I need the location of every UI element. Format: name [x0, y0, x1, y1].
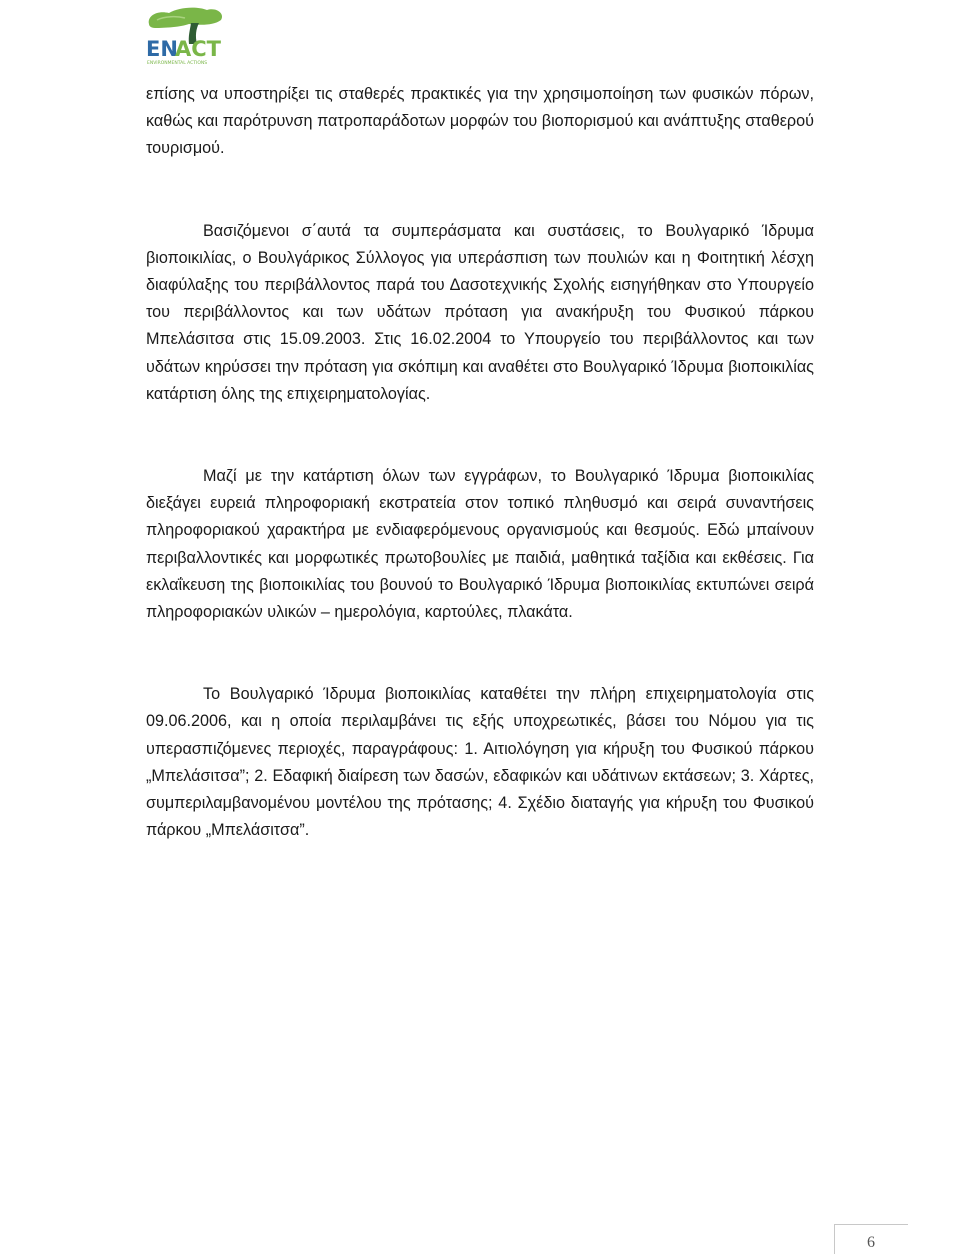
svg-text:ACT: ACT — [175, 37, 221, 61]
page-number: 6 — [867, 1234, 875, 1251]
document-body — [146, 81, 814, 844]
svg-text:ENVIRONMENTAL ACTIONS: ENVIRONMENTAL ACTIONS — [147, 61, 208, 66]
paragraph-3: Μαζί με την κατάρτιση όλων των εγγράφων, το Βουλγαρικό Ίδρυμα βιοποικιλίας διεξάγει ευρειά πληροφοριακή εκστρατεία στον τοπικό πληθυσμό και σειρά συναντήσεις πληροφοριακού χαρακτήρα με ενδιαφερόμενους οργανισμούς και θεσμούς. Εδώ μπαίνουν περιβαλλοντικές και μορφωτικές πρωτοβουλίες με παιδιά, μαθητικά ταξίδια και εκθέσεις. Για εκλαΐκευση της βιοποικιλίας του βουνού το Βουλγαρικό Ίδρυμα βιοποικιλίας εκτυπώνει σειρά πληροφοριακών υλικών – ημερολόγια, καρτούλες, πλακάτα. — [146, 467, 814, 622]
paragraph-4: Το Βουλγαρικό Ίδρυμα βιοποικιλίας καταθέτει την πλήρη επιχειρηματολογία στις 09.06.2006, και η οποία περιλαμβάνει τις εξής υποχρεωτικές, βάσει του Νόμου για τις υπερασπιζόμενες περιοχές, παραγράφους: 1. Αιτιολόγηση για κήρυξη του Φυσικού πάρκου „Μπελάσιτσα”; 2. Εδαφική διαίρεση των δασών, εδαφικών και υδάτινων εκτάσεων; 3. Χάρτες, συμπεριλαμβανομένου μοντέλου της πρότασης; 4. Σχέδιο διαταγής για κήρυξη του Φυσικού πάρκου „Μπελάσιτσα”. — [146, 685, 814, 840]
paragraph-gap — [146, 163, 814, 218]
paragraph-gap — [146, 408, 814, 463]
paragraph-1: επίσης να υποστηρίξει τις σταθερές πρακτικές για την χρησιμοποίηση των φυσικών πόρων, καθώς και παρότρυνση πατροπαράδοτων μορφών του βιοπορισμού και ανάπτυξης σταθερού τουρισμού. — [146, 85, 814, 158]
svg-text:EN: EN — [146, 37, 178, 61]
paragraph-2: Βασιζόμενοι σ΄αυτά τα συμπεράσματα και συστάσεις, το Βουλγαρικό Ίδρυμα βιοποικιλίας, ο Βουλγάρικος Σύλλογος για υπεράσπιση των πουλιών και η Φοιτητική λέσχη διαφύλαξης του περιβάλλοντος παρά του Δασοτεχνικής Σχολής εισηγήθηκαν στο Υπουργείο του περιβάλλοντος και των υδάτων πρόταση για ανακήρυξη του Φυσικού πάρκου Μπελάσιτσα στις 15.09.2003. Στις 16.02.2004 το Υπουργείο του περιβάλλοντος και των υδάτων κηρύσσει την πρόταση για σκόπιμη και αναθέτει στο Βουλγαρικό Ίδρυμα βιοποικιλίας κατάρτιση όλης της επιχειρηματολογίας. — [146, 221, 814, 403]
enact-logo-graphic — [143, 4, 227, 66]
paragraph-gap — [146, 626, 814, 681]
enact-logo — [143, 4, 227, 66]
